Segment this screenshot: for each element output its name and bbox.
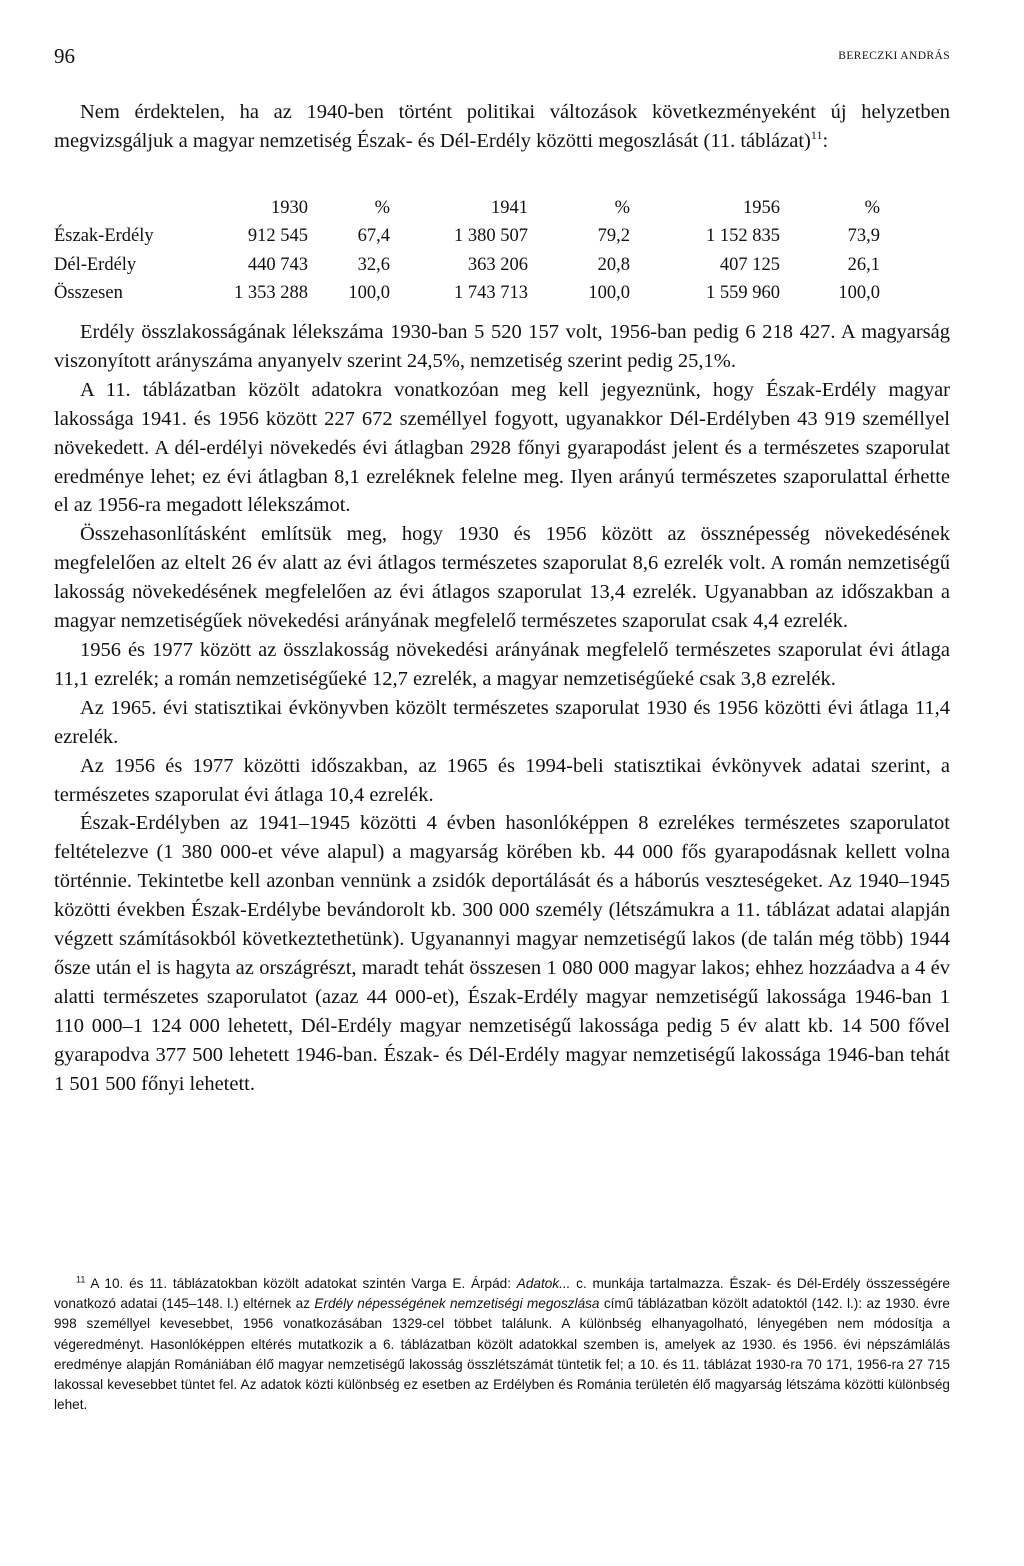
footnote-title: Erdély népességének nemzetiségi megoszlása — [314, 1296, 600, 1312]
footnote-text: című táblázatban közölt adatoktól (142. l.): az 1930. évre 998 személlyel kevesebbet, 1956 vonatkozásában 1329-cel többet találunk. A különbség elhanyagolható, lényegében nem módosítja a végeredményt. Hasonlóképpen eltérés mutatkozik a 6. táblázatban közölt adatokkal szemben is, amelyek az 1930. és 1956. évi népszámlálás eredménye alapján Romániában élő magyar nemzetiségű lakosság összlétszámát tüntetik fel; a 10. és 11. táblázat 1930-ra 70 171, 1956-ra 27 715 lakossal kevesebbet tüntet fel. Az adatok közti különbség ez esetben az Erdélyben és Románia területén élő magyarság létszáma közötti különbség lehet. — [54, 1296, 950, 1413]
table-header-row — [54, 194, 880, 223]
table-row — [54, 280, 880, 309]
footnote-number: 11 — [76, 1274, 86, 1285]
table-cell: 440 743 — [247, 254, 308, 275]
table-cell: Észak-Erdély — [54, 226, 154, 247]
table-cell: 20,8 — [597, 254, 630, 275]
table-cell: 1 353 288 — [234, 283, 308, 304]
paragraph: Észak-Erdélyben az 1941–1945 közötti 4 évben hasonlóképpen 8 ezrelékes természetes szaporulatot feltételezve (1 380 000-et véve alapul) a magyarság körében kb. 44 000 fős gyarapodásnak kellett volna történnie. Tekintetbe kell azonban vennünk a zsidók deportálását és a háborús veszteségeket. Az 1940–1945 közötti években Észak-Erdélybe bevándorolt kb. 300 000 személy (létszámukra a 11. táblázat adatai alapján végzett számításokból következtethetünk). Ugyanannyi magyar nemzetiségű lakos (de talán még több) 1944 ősze után el is hagyta az országrészt, maradt tehát összesen 1 080 000 magyar lakos; ehhez hozzáadva a 4 év alatti természetes szaporulatot (azaz 44 000-et), Észak-Erdély magyar nemzetiségű lakossága 1946-ban 1 110 000–1 124 000 lehetett, Dél-Erdély magyar nemzetiségű lakossága pedig 5 év alatt kb. 14 500 fővel gyarapodva 377 500 lehetett 1946-ban. Észak- és Dél-Erdély magyar nemzetiségű lakossága 1946-ban tehát 1 501 500 főnyi lehetett. — [54, 812, 950, 1095]
footnote-text: A 10. és 11. táblázatokban közölt adatokat szintén Varga E. Árpád: — [85, 1276, 517, 1291]
page-header — [54, 44, 950, 76]
footnote-reference: 11 — [810, 127, 823, 142]
table-cell: 1 380 507 — [454, 226, 528, 247]
intro-text: Nem érdektelen, ha az 1940-ben történt politikai változások következményeként új helyzetben megvizsgáljuk a magyar nemzetiség Észak- és Dél-Erdély közötti megoszlását (11. táblázat) — [54, 101, 950, 152]
table-cell: 1 743 713 — [454, 283, 528, 304]
main-text — [54, 318, 950, 1098]
table-cell: 363 206 — [467, 254, 528, 275]
paragraph: Összehasonlításként említsük meg, hogy 1930 és 1956 között az össznépesség növekedésének megfelelően az eltelt 26 év alatt az évi átlagos természetes szaporulat 8,6 ezrelék volt. A román nemzetiségű lakosság növekedésének megfelelően az évi átlagos szaporulat 13,4 ezrelék. Ugyanabban az időszakban a magyar nemzetiségűek növekedési arányának megfelelő természetes szaporulat csak 4,4 ezrelék. — [54, 523, 950, 633]
intro-paragraph — [54, 98, 950, 156]
table-cell: Dél-Erdély — [54, 254, 137, 275]
paragraph: A 11. táblázatban közölt adatokra vonatkozóan meg kell jegyeznünk, hogy Észak-Erdély magyar lakossága 1941. és 1956 között 227 672 személlyel fogyott, ugyanakkor Dél-Erdélyben 43 919 személlyel növekedett. A dél-erdélyi növekedés évi átlagban 2928 főnyi gyarapodást jelent és a természetes szaporulat eredménye lehet; ez évi átlagban 8,1 ezreléknek felelne meg. Ilyen arányú természetes szaporulattal érhette el az 1956-ra megadott lélekszámot. — [54, 378, 950, 517]
table-header-cell: 1956 — [743, 197, 780, 218]
table-cell: 912 545 — [247, 226, 308, 247]
footnote-title: Adatok... — [516, 1276, 571, 1291]
paragraph: Erdély összlakosságának lélekszáma 1930-ban 5 520 157 volt, 1956-ban pedig 6 218 427. A magyarság viszonyított arányszáma anyanyelv szerint 24,5%, nemzetiség szerint pedig 25,1%. — [54, 321, 950, 372]
footnote-text: c. munkája tartalmazza. Észak- és Dél-Erdély összességére vonatkozó adatai (145–148. l.) eltérnek az — [54, 1276, 950, 1312]
table-header-cell: % — [374, 197, 390, 218]
table-header-cell: % — [864, 197, 880, 218]
table-cell: 100,0 — [838, 283, 880, 304]
footnote-paragraph — [54, 1274, 950, 1415]
table-cell: 26,1 — [847, 254, 880, 275]
table-cell: 67,4 — [357, 226, 390, 247]
paragraph: 1956 és 1977 között az összlakosság növekedési arányának megfelelő természetes szaporulat évi átlaga 11,1 ezrelék; a román nemzetiségűeké 12,7 ezrelék, a magyar nemzetiségűeké csak 3,8 ezrelék. — [54, 638, 950, 690]
table-cell: 100,0 — [348, 283, 390, 304]
table-header-cell: % — [614, 197, 630, 218]
table-row — [54, 251, 880, 280]
table-cell: 79,2 — [597, 226, 630, 247]
table-cell: 32,6 — [357, 254, 390, 275]
table-cell: 1 559 960 — [706, 283, 780, 304]
table-cell: Összesen — [54, 283, 123, 304]
paragraph: Az 1956 és 1977 közötti időszakban, az 1965 és 1994-beli statisztikai évkönyvek adatai szerint, a természetes szaporulat évi átlaga 10,4 ezrelék. — [54, 754, 950, 806]
table-header-cell — [54, 194, 202, 223]
running-head: BERECZKI ANDRÁS — [838, 50, 950, 62]
paragraph: Az 1965. évi statisztikai évkönyvben közölt természetes szaporulat 1930 és 1956 közötti évi átlaga 11,4 ezrelék. — [54, 696, 950, 748]
table-cell: 100,0 — [588, 283, 630, 304]
page-number: 96 — [54, 44, 75, 68]
footnote — [54, 1274, 950, 1415]
table-header-cell: 1941 — [491, 197, 528, 218]
table-header-cell: 1930 — [271, 197, 308, 218]
population-table — [54, 194, 880, 308]
table-cell: 73,9 — [847, 226, 880, 247]
intro-tail: : — [822, 129, 829, 152]
table-cell: 1 152 835 — [706, 226, 780, 247]
table-row — [54, 223, 880, 252]
table-cell: 407 125 — [719, 254, 780, 275]
intro-section — [54, 98, 950, 156]
